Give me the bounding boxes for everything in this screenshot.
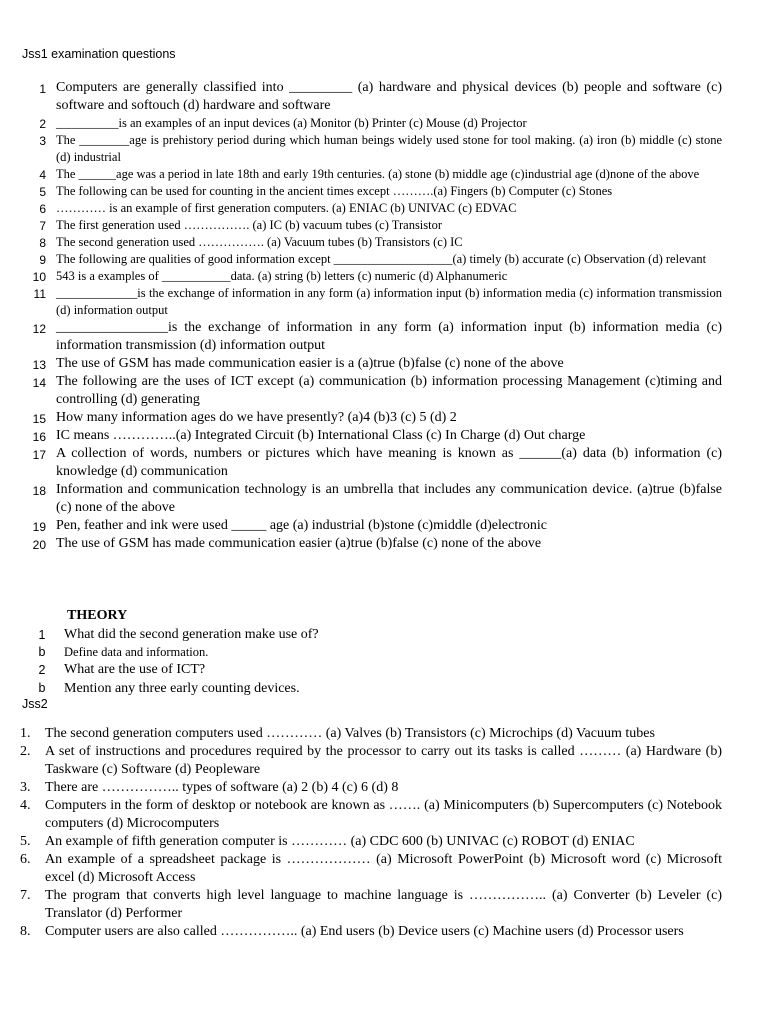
question-number: 3 <box>39 134 46 148</box>
question-number: 6. <box>20 852 31 867</box>
question-number: 14 <box>32 376 46 390</box>
theory-item-number: b <box>38 681 46 695</box>
question-text: 543 is a examples of ___________data. (a) string (b) letters (c) numeric (d) Alphanumeric <box>56 269 508 283</box>
theory-item-1b <box>0 644 768 661</box>
question-16 <box>0 427 768 445</box>
question-9 <box>0 251 768 268</box>
jss2-question-1 <box>0 725 768 743</box>
question-15 <box>0 409 768 427</box>
theory-item-text: Define data and information. <box>64 645 209 659</box>
question-number: 8 <box>39 236 46 250</box>
question-text: The following can be used for counting in the ancient times except ……….(a) Fingers (b) Computer (c) Stones <box>56 184 613 198</box>
question-number: 5. <box>20 834 31 849</box>
question-number: 2. <box>20 744 31 759</box>
theory-item-2 <box>0 661 768 679</box>
question-text: Information and communication technology is an umbrella that includes any communication device. (a)true (b)false (c) none of the above <box>56 482 722 515</box>
question-number: 19 <box>32 520 46 534</box>
question-text: Computers in the form of desktop or notebook are known as ……. (a) Minicomputers (b) Supercomputers (c) Notebook computers (d) Microcomputers <box>45 798 722 831</box>
question-2 <box>0 115 768 132</box>
question-number: 3. <box>20 780 31 795</box>
jss2-title: Jss2 <box>22 697 48 711</box>
question-number: 12 <box>32 322 46 336</box>
question-text: An example of a spreadsheet package is ……………… (a) Microsoft PowerPoint (b) Microsoft word (c) Microsoft excel (d) Microsoft Access <box>45 852 722 885</box>
question-4 <box>0 166 768 183</box>
question-number: 8. <box>20 924 31 939</box>
question-5 <box>0 183 768 200</box>
question-number: 10 <box>32 270 46 284</box>
question-number: 17 <box>32 448 46 462</box>
question-number: 4 <box>39 168 46 182</box>
question-text: Computer users are also called …………….. (a) End users (b) Device users (c) Machine users (d) Processor users <box>45 924 684 939</box>
question-number: 1. <box>20 726 31 741</box>
question-1 <box>0 79 768 115</box>
question-8 <box>0 234 768 251</box>
question-20 <box>0 535 768 553</box>
theory-heading: THEORY <box>67 608 128 623</box>
theory-item-number: 1 <box>38 628 46 642</box>
question-number: 13 <box>32 358 46 372</box>
question-text: The ______age was a period in late 18th and early 19th centuries. (a) stone (b) middle age (c)industrial age (d)none of the above <box>56 167 700 181</box>
question-text: A set of instructions and procedures required by the processor to carry out its tasks is called ……… (a) Hardware (b) Taskware (c) Software (d) Peopleware <box>45 744 722 777</box>
jss2-question-4 <box>0 797 768 833</box>
question-number: 9 <box>39 253 46 267</box>
question-number: 20 <box>32 538 46 552</box>
question-text: __________is an examples of an input devices (a) Monitor (b) Printer (c) Mouse (d) Projector <box>56 116 527 130</box>
question-text: The second generation used ……………. (a) Vacuum tubes (b) Transistors (c) IC <box>56 235 463 249</box>
question-number: 1 <box>39 82 46 96</box>
jss1-question-list <box>0 79 768 553</box>
question-10 <box>0 268 768 285</box>
question-text: _____________is the exchange of information in any form (a) information input (b) information media (c) information transmission (d) information output <box>56 286 722 317</box>
theory-section <box>0 607 768 698</box>
question-text: There are …………….. types of software (a) 2 (b) 4 (c) 6 (d) 8 <box>45 780 399 795</box>
jss2-question-8 <box>0 923 768 941</box>
question-text: The second generation computers used ………… (a) Valves (b) Transistors (c) Microchips (d) Vacuum tubes <box>45 726 655 741</box>
question-text: ________________is the exchange of information in any form (a) information input (b) information media (c) information transmission (d) information output <box>56 320 722 353</box>
question-number: 16 <box>32 430 46 444</box>
question-text: The first generation used ……………. (a) IC (b) vacuum tubes (c) Transistor <box>56 218 443 232</box>
jss2-question-7 <box>0 887 768 923</box>
question-number: 4. <box>20 798 31 813</box>
question-number: 7 <box>39 219 46 233</box>
jss2-question-3 <box>0 779 768 797</box>
question-18 <box>0 481 768 517</box>
question-17 <box>0 445 768 481</box>
question-13 <box>0 355 768 373</box>
jss2-question-2 <box>0 743 768 779</box>
jss2-question-6 <box>0 851 768 887</box>
theory-item-number: b <box>38 645 46 659</box>
theory-item-text: What are the use of ICT? <box>64 662 206 677</box>
question-19 <box>0 517 768 535</box>
question-text: ………… is an example of first generation computers. (a) ENIAC (b) UNIVAC (c) EDVAC <box>56 201 517 215</box>
question-3 <box>0 132 768 166</box>
theory-item-text: What did the second generation make use of? <box>64 627 319 642</box>
question-text: Computers are generally classified into _________ (a) hardware and physical devices (b) people and software (c) software and softouch (d) hardware and software <box>56 80 722 113</box>
theory-item-text: Mention any three early counting devices. <box>64 681 300 696</box>
question-text: The program that converts high level language to machine language is …………….. (a) Converter (b) Leveler (c) Translator (d) Performer <box>45 888 722 921</box>
question-text: IC means …………..(a) Integrated Circuit (b) International Class (c) In Charge (d) Out charge <box>56 428 586 443</box>
question-6 <box>0 200 768 217</box>
question-text: Pen, feather and ink were used _____ age (a) industrial (b)stone (c)middle (d)electronic <box>56 518 547 533</box>
question-number: 15 <box>32 412 46 426</box>
question-number: 7. <box>20 888 31 903</box>
jss2-question-5 <box>0 833 768 851</box>
question-14 <box>0 373 768 409</box>
question-text: A collection of words, numbers or pictures which have meaning is known as ______(a) data (b) information (c) knowledge (d) communication <box>56 446 722 479</box>
question-text: The use of GSM has made communication easier is a (a)true (b)false (c) none of the above <box>56 356 564 371</box>
question-7 <box>0 217 768 234</box>
theory-item-number: 2 <box>38 663 46 677</box>
question-number: 5 <box>39 185 46 199</box>
theory-item-1 <box>0 626 768 644</box>
question-number: 6 <box>39 202 46 216</box>
question-12 <box>0 319 768 355</box>
document-title: Jss1 examination questions <box>22 47 176 61</box>
question-text: How many information ages do we have presently? (a)4 (b)3 (c) 5 (d) 2 <box>56 410 457 425</box>
question-text: The following are the uses of ICT except (a) communication (b) information processing Management (c)timing and controlling (d) generating <box>56 374 722 407</box>
question-text: An example of fifth generation computer is ………… (a) CDC 600 (b) UNIVAC (c) ROBOT (d) ENIAC <box>45 834 635 849</box>
question-text: The following are qualities of good information except ___________________(a) timely (b) accurate (c) Observation (d) relevant <box>56 252 707 266</box>
question-text: The use of GSM has made communication easier (a)true (b)false (c) none of the above <box>56 536 542 551</box>
question-number: 18 <box>32 484 46 498</box>
question-number: 2 <box>39 117 46 131</box>
jss2-question-list <box>0 725 768 941</box>
question-11 <box>0 285 768 319</box>
theory-item-2b <box>0 679 768 698</box>
question-text: The ________age is prehistory period during which human beings widely used stone for tool making. (a) iron (b) middle (c) stone (d) industrial <box>56 133 722 164</box>
question-number: 11 <box>33 287 46 301</box>
